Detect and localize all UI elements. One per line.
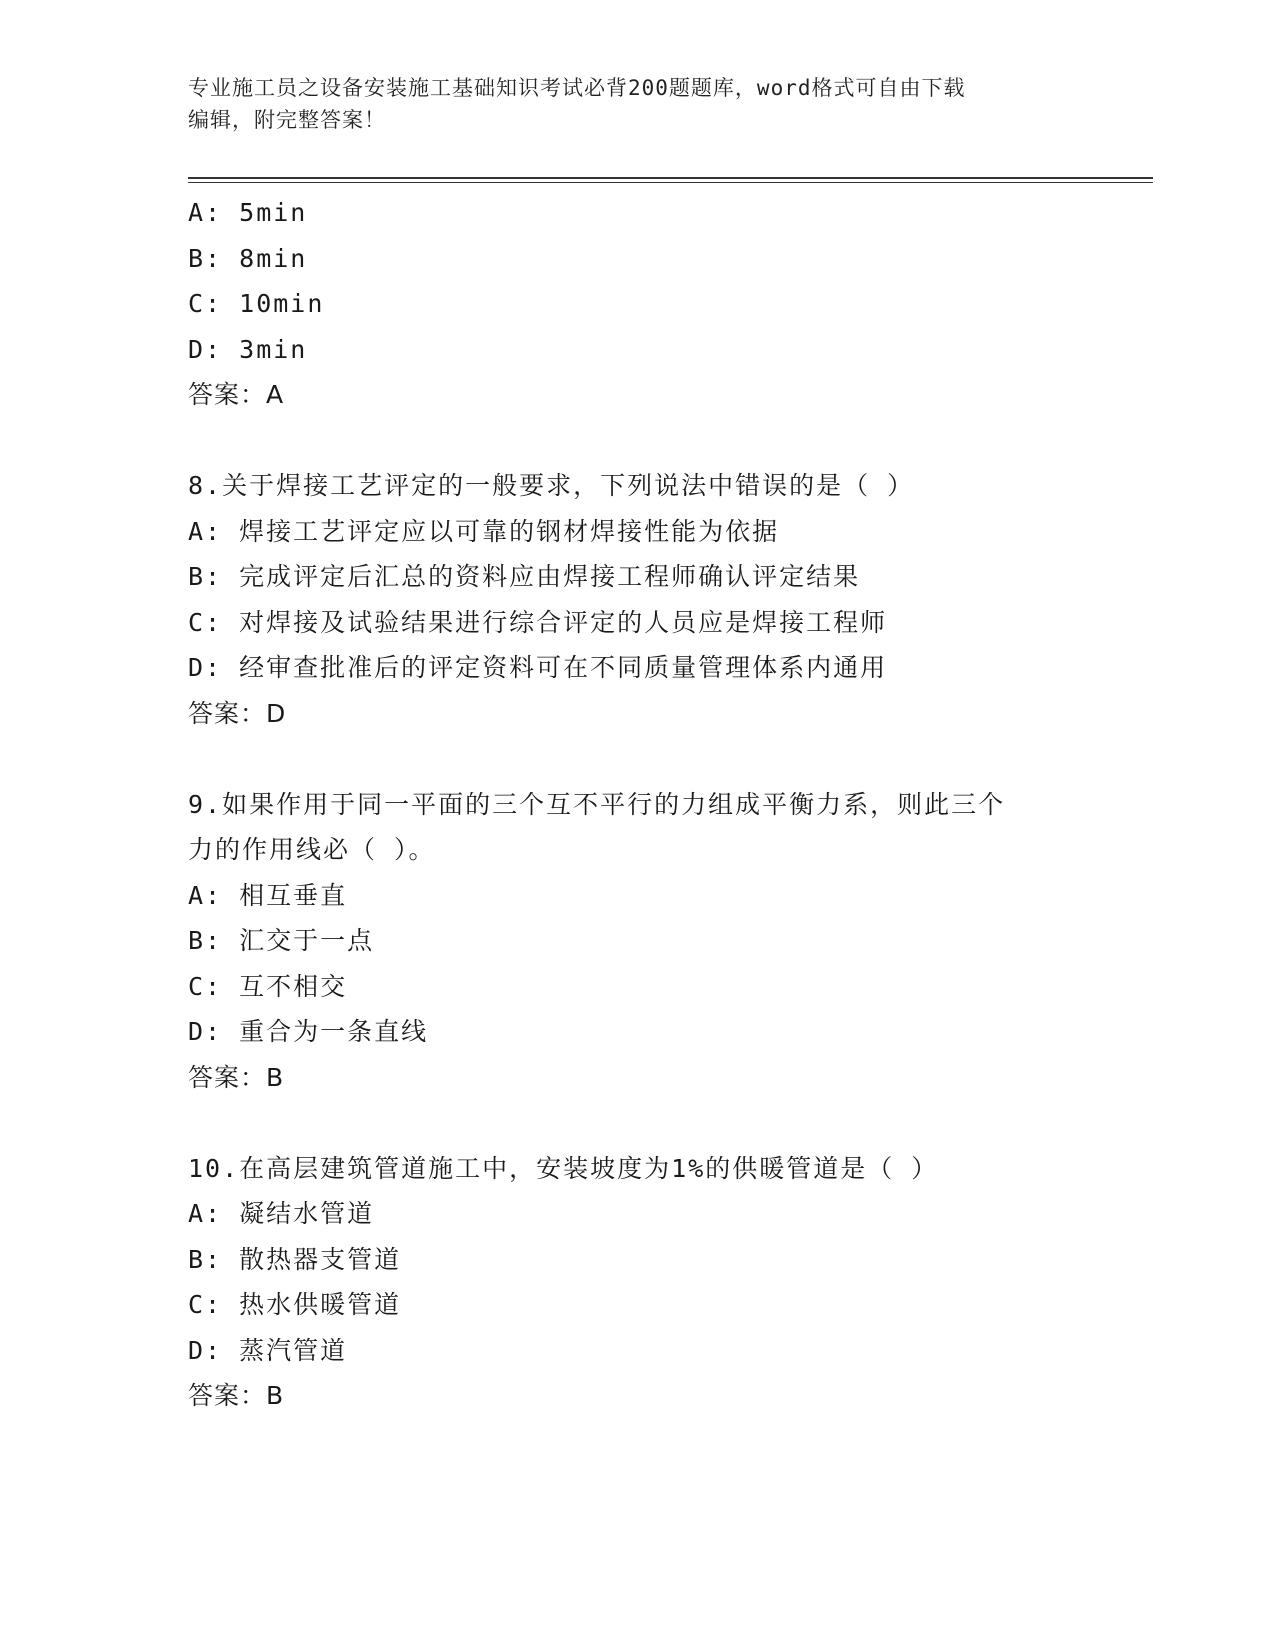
option-b: B: 完成评定后汇总的资料应由焊接工程师确认评定结果 [188, 562, 861, 591]
option-a: A: 凝结水管道 [188, 1199, 375, 1228]
question-text-line-2: 力的作用线必（ ）。 [188, 835, 436, 864]
option-c: C: 热水供暖管道 [188, 1290, 402, 1319]
header-divider-top [188, 177, 1153, 179]
document-header [188, 72, 1088, 136]
question-block-9 [188, 782, 1148, 1101]
option-a: A: 5min [188, 198, 308, 227]
question-text: 8.关于焊接工艺评定的一般要求，下列说法中错误的是（ ） [188, 471, 915, 500]
question-list [188, 190, 1148, 1419]
question-block-7 [188, 190, 1148, 418]
option-d: D: 经审查批准后的评定资料可在不同质量管理体系内通用 [188, 653, 888, 682]
option-d: D: 重合为一条直线 [188, 1017, 429, 1046]
header-title-line-1: 专业施工员之设备安装施工基础知识考试必背200题题库，word格式可自由下载 [188, 76, 966, 100]
option-a: A: 相互垂直 [188, 880, 348, 910]
header-title-line-2: 编辑，附完整答案！ [188, 108, 386, 132]
header-divider-bottom [188, 182, 1153, 183]
option-d: D: 蒸汽管道 [188, 1335, 348, 1365]
option-b: B: 汇交于一点 [188, 926, 375, 955]
option-b: B: 散热器支管道 [188, 1244, 402, 1274]
option-d: D: 3min [188, 334, 308, 364]
question-text: 10.在高层建筑管道施工中，安装坡度为1%的供暖管道是（ ） [188, 1153, 939, 1183]
option-a: A: 焊接工艺评定应以可靠的钢材焊接性能为依据 [188, 516, 780, 546]
option-c: C: 对焊接及试验结果进行综合评定的人员应是焊接工程师 [188, 607, 888, 637]
option-b: B: 8min [188, 243, 308, 273]
answer-line: 答案：B [188, 1381, 285, 1410]
answer-line: 答案：A [188, 380, 285, 409]
answer-line: 答案：B [188, 1062, 285, 1092]
question-block-8 [188, 463, 1148, 736]
spacer [188, 418, 1148, 464]
option-c: C: 10min [188, 289, 325, 318]
option-c: C: 互不相交 [188, 971, 348, 1001]
question-text-line-1: 9.如果作用于同一平面的三个互不平行的力组成平衡力系，则此三个 [188, 789, 1006, 819]
question-block-10 [188, 1146, 1148, 1419]
spacer [188, 1100, 1148, 1146]
spacer [188, 736, 1148, 782]
answer-line: 答案：D [188, 698, 287, 728]
